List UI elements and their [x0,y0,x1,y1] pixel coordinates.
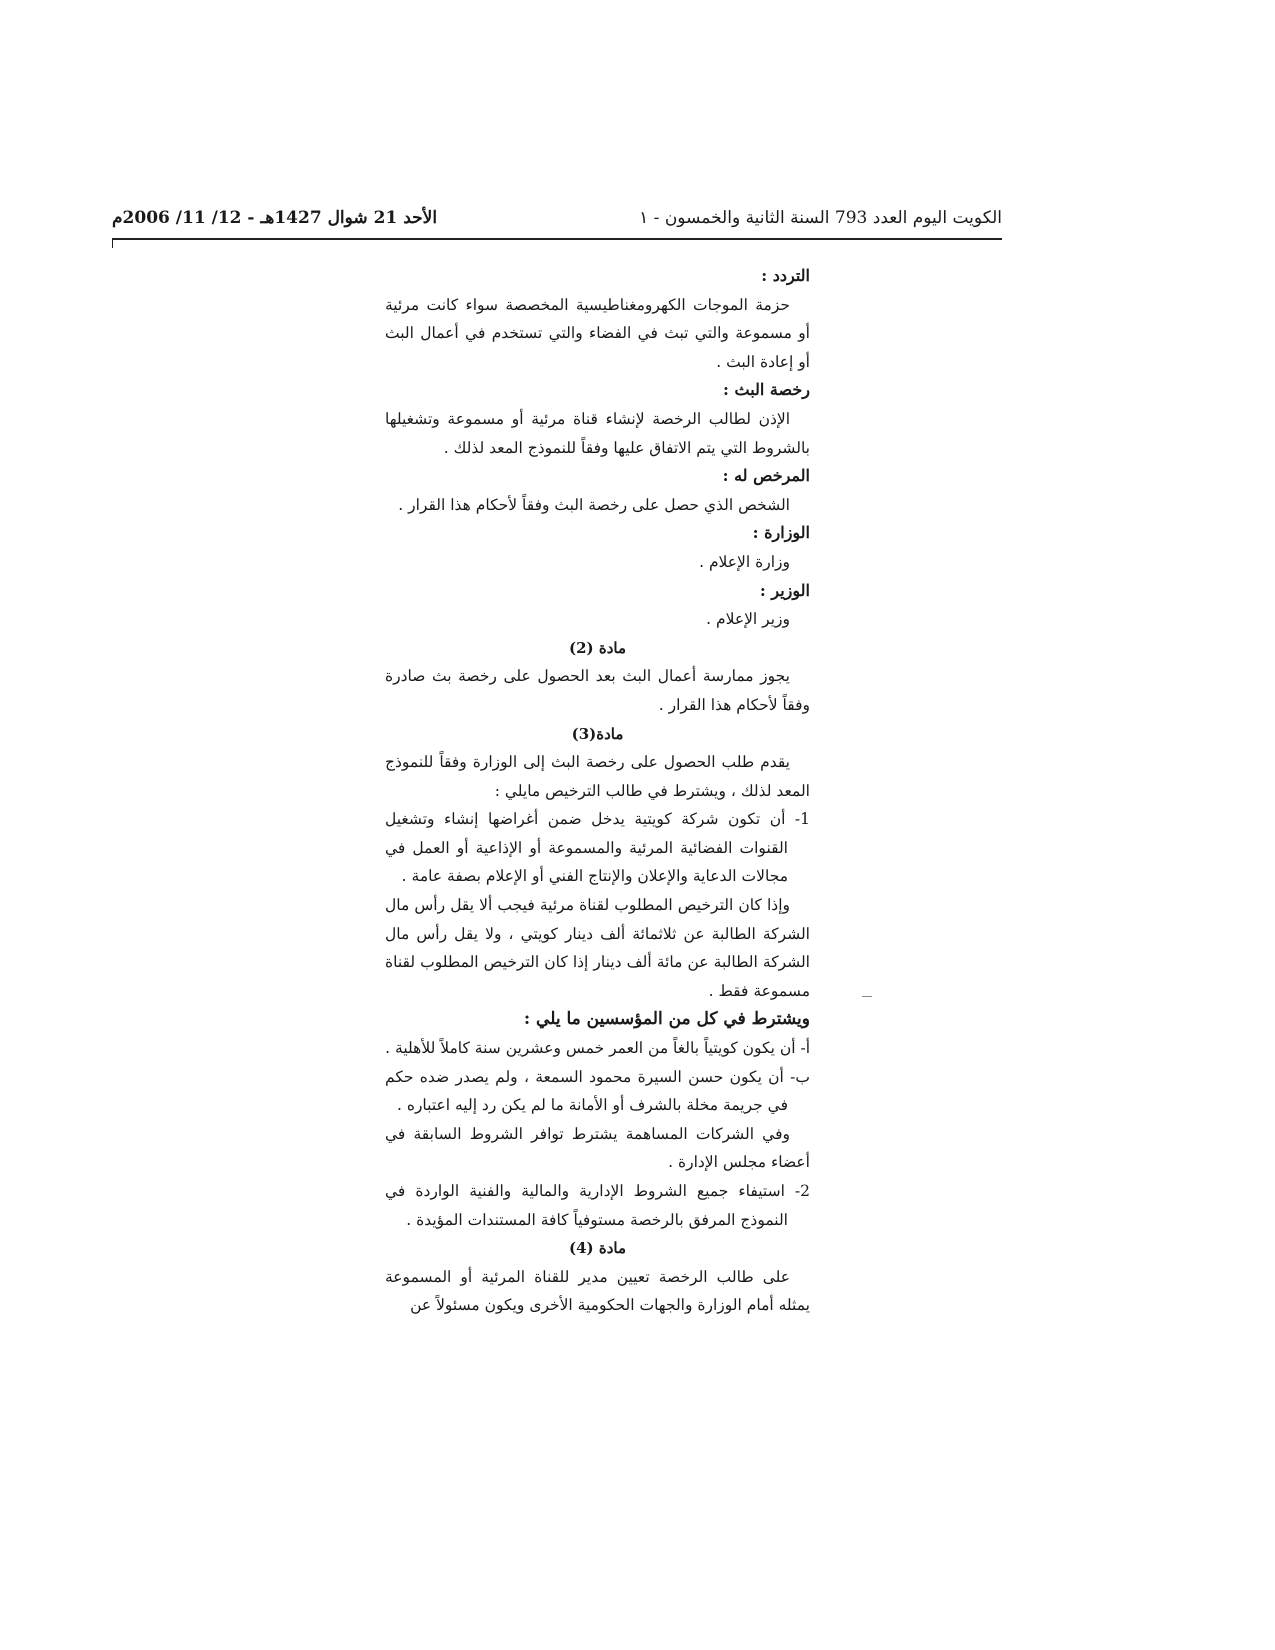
article-3-title: مادة(3) [571,724,624,743]
term-ministry: الوزارة : [752,523,810,543]
term-frequency: التردد : [761,266,810,285]
article-3-item-2: 2- استيفاء جميع الشروط الإدارية والمالية والفنية الواردة في النموذج المرفق بالرخصة مستوفياً كافة المستندات المؤيدة . [385,1182,810,1229]
header-date: الأحد 21 شوال 1427هـ - 12/ 11/ 2006م [112,208,438,228]
article-3-item-1: 1- أن تكون شركة كويتية يدخل ضمن أغراضها إنشاء وتشغيل القنوات الفضائية المرئية والمسموعة أو الإذاعية أو العمل في مجالات الدعاية والإعلان والإنتاج الفني أو الإعلام بصفة عامة . [385,810,810,886]
def-minister: وزير الإعلام . [706,610,790,629]
founders-conditions-title: ويشترط في كل من المؤسسين ما يلي : [523,1009,810,1030]
text-column [385,262,810,1320]
founders-board-note: وفي الشركات المساهمة يشترط توافر الشروط السابقة في أعضاء مجلس الإدارة . [385,1124,810,1172]
article-2-text: يجوز ممارسة أعمال البث بعد الحصول على رخصة بث صادرة وفقاً لأحكام هذا القرار . [385,667,810,714]
article-2-title: مادة (2) [568,638,626,657]
term-license: رخصة البث : [723,380,810,400]
scan-mark [862,996,872,997]
founders-condition-a: أ- أن يكون كويتياً بالغاً من العمر خمس وعشرين سنة كاملاً للأهلية . [385,1039,810,1058]
article-4-title: مادة (4) [568,1239,626,1258]
article-3-capital: وإذا كان الترخيص المطلوب لقناة مرئية فيجب ألا يقل رأس مال الشركة الطالبة عن ثلاثمائة ألف دينار كويتي ، ولا يقل رأس مال الشركة الطالبة عن مائة ألف دينار إذا كان الترخيص المطلوب لقناة مسموعة فقط . [385,896,810,1000]
term-licensee: المرخص له : [722,466,810,486]
def-frequency: حزمة الموجات الكهرومغناطيسية المخصصة سواء كانت مرئية أو مسموعة والتي تبث في الفضاء والتي تستخدم في أعمال البث أو إعادة البث . [385,295,810,371]
header-publication: الكويت اليوم العدد 793 السنة الثانية والخمسون - ١ [639,208,1002,228]
header-rule-tick [112,238,113,248]
page-header [112,208,1002,240]
founders-condition-b: ب- أن يكون حسن السيرة محمود السمعة ، ولم يصدر ضده حكم في جريمة مخلة بالشرف أو الأمانة ما لم يكن رد إليه اعتباره . [385,1067,810,1115]
article-3-intro: يقدم طلب الحصول على رخصة البث إلى الوزارة وفقاً للنموذج المعد لذلك ، ويشترط في طالب الترخيص مايلي : [385,753,810,800]
def-ministry: وزارة الإعلام . [699,552,790,571]
term-minister: الوزير : [759,580,810,600]
article-4-text: على طالب الرخصة تعيين مدير للقناة المرئية أو المسموعة يمثله أمام الوزارة والجهات الحكومية الأخرى ويكون مسئولاً عن [385,1267,810,1315]
def-licensee: الشخص الذي حصل على رخصة البث وفقاً لأحكام هذا القرار . [398,495,790,514]
def-license: الإذن لطالب الرخصة لإنشاء قناة مرئية أو مسموعة وتشغيلها بالشروط التي يتم الاتفاق عليها وفقاً للنموذج المعد لذلك . [385,409,810,457]
